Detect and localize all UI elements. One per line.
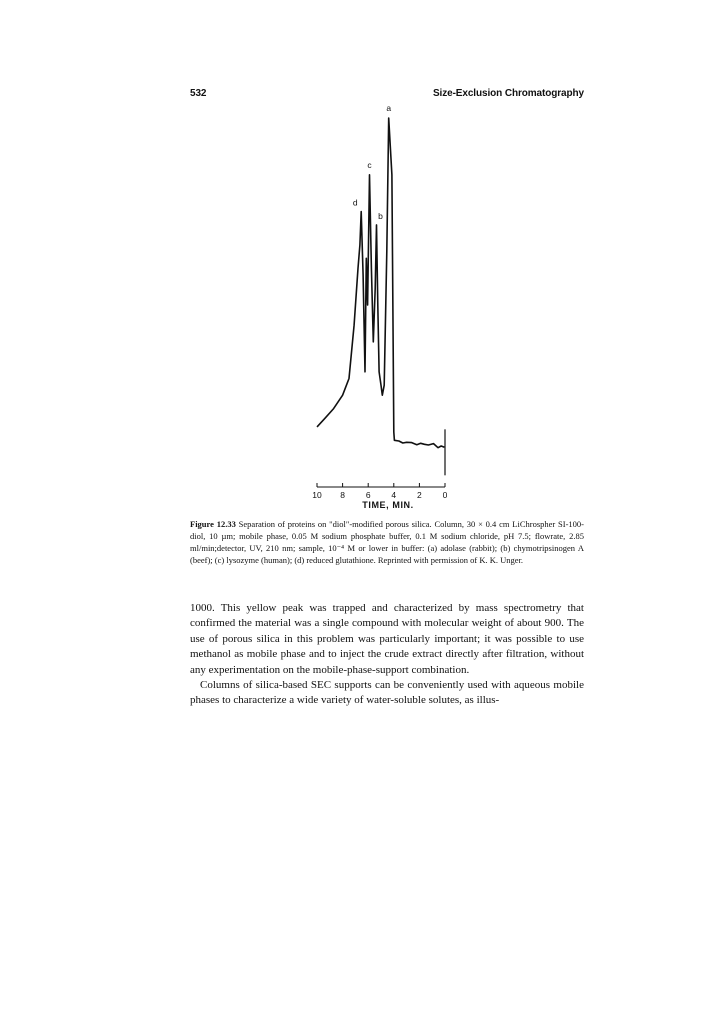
peak-label-layer	[353, 105, 392, 221]
axis-layer	[312, 483, 447, 500]
chromatogram-trace-1	[317, 118, 444, 448]
chapter-title: Size-Exclusion Chromatography	[432, 88, 584, 99]
x-tick-label-8: 8	[340, 490, 345, 500]
peak-label-a: a	[386, 105, 392, 113]
body-text	[190, 601, 584, 709]
x-tick-label-10: 10	[312, 490, 322, 500]
figure-caption	[190, 518, 584, 566]
chromatogram-figure	[300, 105, 465, 510]
body-paragraph-1: 1000. This yellow peak was trapped and characterized by mass spectrometry that confirmed the material was a single compound with molecular weight of about 900. The use of porous silica in this problem was particularly important; it was possible to use methanol as mobile phase and to inject the crude extract directly after filtration, without any experimentation on the mobile-phase-support combination.	[190, 602, 584, 676]
running-head	[190, 88, 584, 102]
x-tick-label-4: 4	[391, 490, 397, 500]
trace-layer	[317, 118, 445, 475]
peak-label-c: c	[367, 159, 372, 170]
x-tick-label-2: 2	[417, 490, 422, 500]
x-axis-label: TIME, MIN.	[362, 500, 414, 510]
body-paragraph-2: Columns of silica-based SEC supports can be conveniently used with aqueous mobile phases to characterize a wide variety of water-soluble solutes, as illus-	[190, 679, 584, 707]
peak-label-b: b	[378, 210, 383, 221]
caption-text: Separation of proteins on "diol"-modified porous silica. Column, 30 × 0.4 cm LiChrospher SI-100-diol, 10 µm; mobile phase, 0.05 M sodium phosphate buffer, 0.1 M sodium chloride, pH 7.5; flowrate, 2.85 ml/min;detector, UV, 210 nm; sample, 10⁻⁴ M or lower in buffer: (a) adolase (rabbit); (b) chymotripsinogen A (beef); (c) lysozyme (human); (d) reduced glutathione. Reprinted with permission of K. K. Unger.	[190, 519, 585, 565]
peak-label-d: d	[352, 197, 358, 208]
x-tick-label-6: 6	[365, 490, 371, 500]
figure-label: Figure 12.33	[190, 519, 236, 529]
page-number: 532	[190, 88, 207, 99]
x-tick-label-0: 0	[442, 490, 448, 500]
